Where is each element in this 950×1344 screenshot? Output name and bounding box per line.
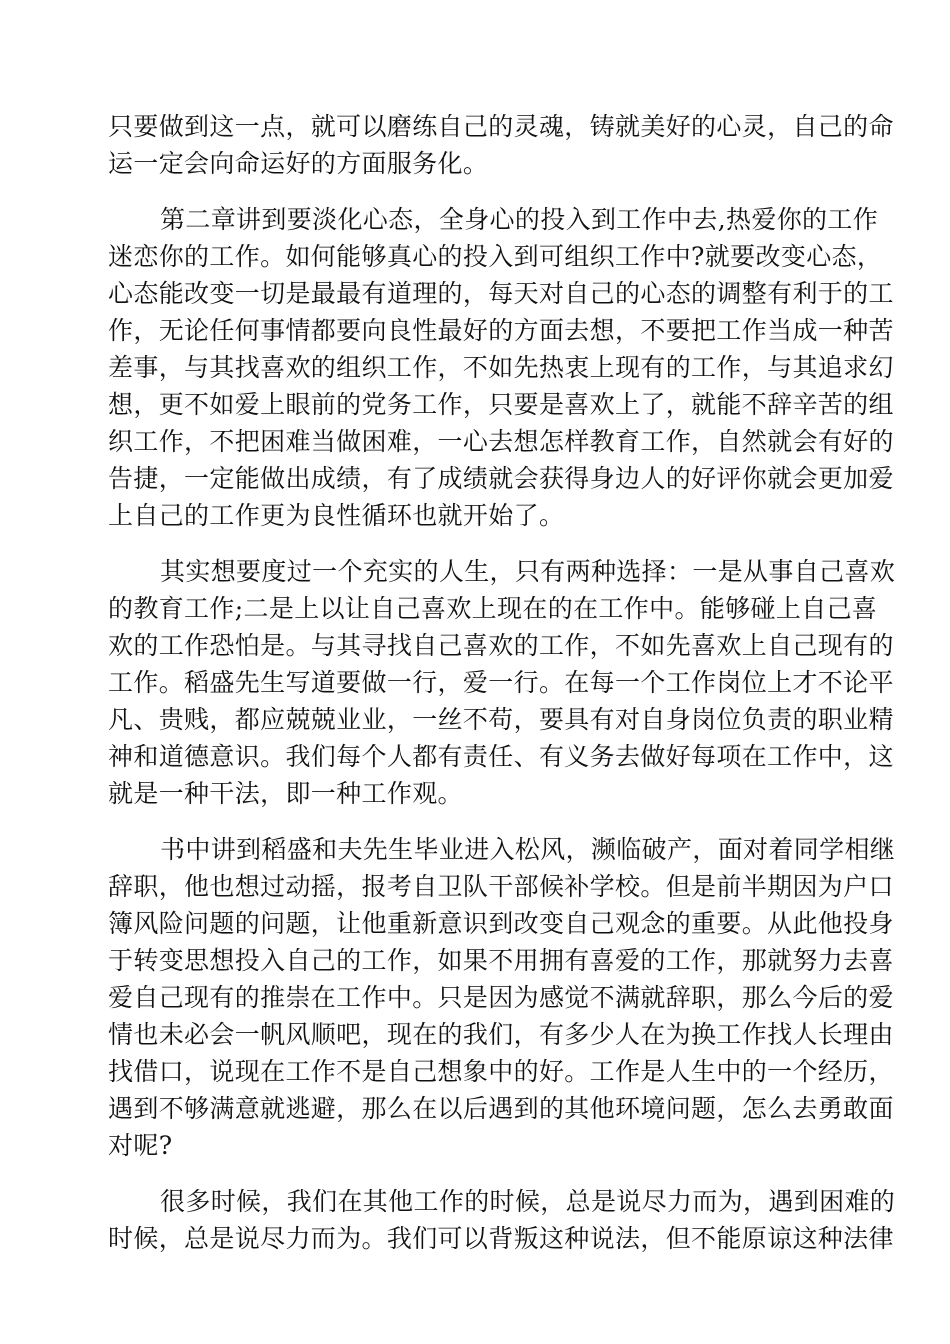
text-line: 迷恋你的工作。如何能够真心的投入到可组织工作中?就要改变心态，	[108, 242, 883, 271]
text-line: 情也未必会一帆风顺吧，现在的我们，有多少人在为换工作找人长理由	[108, 1020, 894, 1049]
text-line: 织工作，不把困难当做困难，一心去想怎样教育工作，自然就会有好的	[108, 427, 894, 456]
text-line: 第二章讲到要淡化心态，全身心的投入到工作中去,热爱你的工作	[160, 205, 879, 234]
text-line: 运一定会向命运好的方面服务化。	[108, 149, 489, 178]
paragraph-2	[108, 201, 894, 534]
text-line: 神和道德意识。我们每个人都有责任、有义务去做好每项在工作中，这	[108, 742, 894, 771]
paragraph-1	[108, 108, 894, 182]
paragraph-5	[108, 1183, 896, 1257]
text-line: 想，更不如爱上眼前的党务工作，只要是喜欢上了，就能不辞辛苦的组	[108, 390, 894, 419]
text-line: 爱自己现有的推崇在工作中。只是因为感觉不满就辞职，那么今后的爱	[108, 983, 894, 1012]
text-line: 书中讲到稻盛和夫先生毕业进入松风，濒临破产，面对着同学相继	[160, 835, 896, 864]
text-line: 上自己的工作更为良性循环也就开始了。	[108, 501, 565, 530]
text-line: 凡、贵贱，都应兢兢业业，一丝不苟，要具有对自身岗位负责的职业精	[108, 705, 894, 734]
text-line: 找借口，说现在工作不是自己想象中的好。工作是人生中的一个经历，	[108, 1057, 894, 1086]
paragraph-4	[108, 831, 896, 1164]
text-line: 辞职，他也想过动摇，报考自卫队干部候补学校。但是前半期因为户口	[108, 872, 894, 901]
text-line: 告捷，一定能做出成绩，有了成绩就会获得身边人的好评你就会更加爱	[108, 464, 894, 493]
text-line: 就是一种干法，即一种工作观。	[108, 779, 463, 808]
paragraph-3	[108, 553, 896, 812]
text-line: 很多时候，我们在其他工作的时候，总是说尽力而为，遇到困难的	[160, 1187, 896, 1216]
text-line: 遇到不够满意就逃避，那么在以后遇到的其他环境问题，怎么去勇敢面	[108, 1094, 894, 1123]
text-line: 于转变思想投入自己的工作，如果不用拥有喜爱的工作，那就努力去喜	[108, 946, 894, 975]
text-line: 工作。稻盛先生写道要做一行，爱一行。在每一个工作岗位上才不论平	[108, 668, 894, 697]
text-line: 簿风险问题的问题，让他重新意识到改变自己观念的重要。从此他投身	[108, 909, 894, 938]
text-line: 其实想要度过一个充实的人生，只有两种选择：一是从事自己喜欢	[160, 557, 896, 586]
text-line: 的教育工作;二是上以让自己喜欢上现在的在工作中。能够碰上自己喜	[108, 594, 878, 623]
text-line: 心态能改变一切是最最有道理的，每天对自己的心态的调整有利于的工	[108, 279, 894, 308]
text-line: 时候，总是说尽力而为。我们可以背叛这种说法，但不能原谅这种法律	[108, 1224, 894, 1253]
text-line: 对呢?	[108, 1131, 173, 1160]
text-line: 欢的工作恐怕是。与其寻找自己喜欢的工作，不如先喜欢上自己现有的	[108, 631, 894, 660]
text-line: 差事，与其找喜欢的组织工作，不如先热衷上现有的工作，与其追求幻	[108, 353, 894, 382]
text-line: 只要做到这一点，就可以磨练自己的灵魂，铸就美好的心灵，自己的命	[108, 112, 894, 141]
text-line: 作，无论任何事情都要向良性最好的方面去想，不要把工作当成一种苦	[108, 316, 894, 345]
document-page	[108, 108, 896, 1276]
